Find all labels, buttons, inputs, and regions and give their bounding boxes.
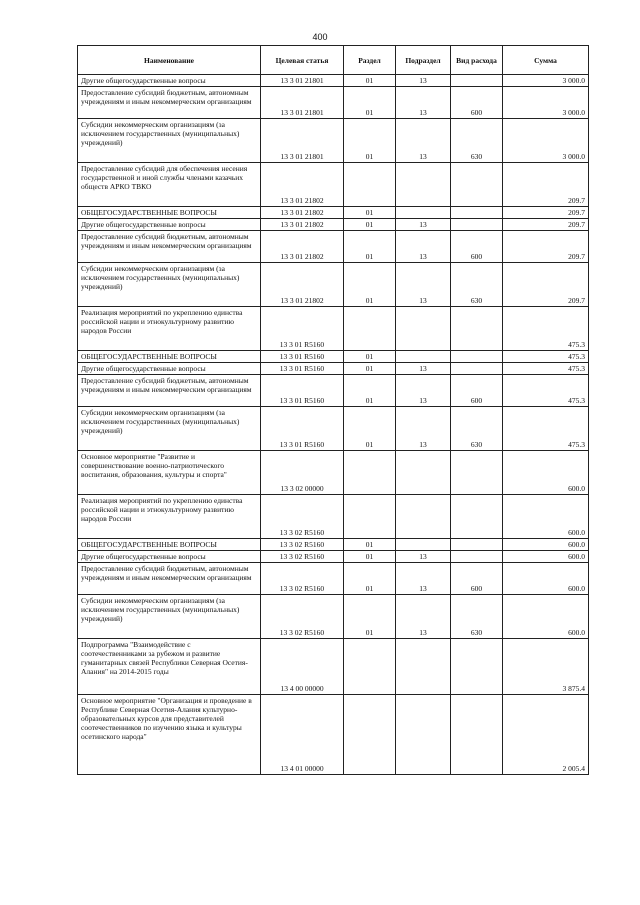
row-target-cell: 13 3 01 R5160: [261, 375, 344, 407]
row-amount-cell: 475.3: [503, 351, 589, 363]
row-target-cell: 13 3 02 R5160: [261, 563, 344, 595]
row-expense-type-cell: 600: [451, 231, 503, 263]
row-section-cell: 01: [344, 407, 396, 451]
row-amount-cell: 475.3: [503, 375, 589, 407]
row-subsection-cell: 13: [396, 595, 451, 639]
row-name-cell: Другие общегосударственные вопросы: [78, 551, 261, 563]
row-subsection-cell: [396, 307, 451, 351]
row-name-cell: Основное мероприятие "Развитие и совершенствование военно-патриотического воспитания, образования, культуры и спорта": [78, 451, 261, 495]
row-name-cell: Другие общегосударственные вопросы: [78, 219, 261, 231]
budget-table: [77, 45, 589, 775]
table-row: [78, 639, 589, 695]
row-target-cell: 13 3 02 00000: [261, 451, 344, 495]
row-amount-cell: 600.0: [503, 495, 589, 539]
row-amount-cell: 600.0: [503, 563, 589, 595]
row-amount-cell: 209.7: [503, 231, 589, 263]
row-expense-type-cell: [451, 163, 503, 207]
row-subsection-cell: 13: [396, 551, 451, 563]
table-row: [78, 563, 589, 595]
row-expense-type-cell: [451, 75, 503, 87]
table-row: [78, 307, 589, 351]
row-name-cell: Предоставление субсидий бюджетным, автономным учреждениям и иным некоммерческим организациям: [78, 231, 261, 263]
row-name-cell: Субсидии некоммерческим организациям (за исключением государственных (муниципальных) учреждений): [78, 595, 261, 639]
row-expense-type-cell: 630: [451, 263, 503, 307]
row-name-cell: Субсидии некоммерческим организациям (за исключением государственных (муниципальных) учреждений): [78, 263, 261, 307]
row-name-cell: Другие общегосударственные вопросы: [78, 363, 261, 375]
table-row: [78, 351, 589, 363]
table-row: [78, 539, 589, 551]
row-section-cell: 01: [344, 87, 396, 119]
row-section-cell: 01: [344, 351, 396, 363]
row-name-cell: ОБЩЕГОСУДАРСТВЕННЫЕ ВОПРОСЫ: [78, 351, 261, 363]
row-target-cell: 13 3 02 R5160: [261, 539, 344, 551]
row-subsection-cell: 13: [396, 375, 451, 407]
row-target-cell: 13 3 02 R5160: [261, 551, 344, 563]
row-subsection-cell: [396, 695, 451, 775]
header-expense-type: Вид расхода: [451, 46, 503, 75]
row-subsection-cell: 13: [396, 119, 451, 163]
row-target-cell: 13 3 01 R5160: [261, 363, 344, 375]
row-expense-type-cell: [451, 207, 503, 219]
row-target-cell: 13 3 01 21801: [261, 119, 344, 163]
row-expense-type-cell: 600: [451, 87, 503, 119]
page-number: 400: [312, 32, 328, 42]
row-subsection-cell: [396, 495, 451, 539]
row-section-cell: 01: [344, 363, 396, 375]
row-section-cell: 01: [344, 231, 396, 263]
row-target-cell: 13 3 01 21802: [261, 231, 344, 263]
table-row: [78, 207, 589, 219]
row-amount-cell: 600.0: [503, 451, 589, 495]
row-section-cell: [344, 695, 396, 775]
row-amount-cell: 600.0: [503, 551, 589, 563]
row-subsection-cell: 13: [396, 563, 451, 595]
row-expense-type-cell: [451, 539, 503, 551]
row-section-cell: 01: [344, 375, 396, 407]
row-target-cell: 13 4 01 00000: [261, 695, 344, 775]
row-section-cell: 01: [344, 263, 396, 307]
row-subsection-cell: [396, 207, 451, 219]
header-target: Целевая статья: [261, 46, 344, 75]
row-expense-type-cell: [451, 219, 503, 231]
row-name-cell: Подпрограмма "Взаимодействие с соотечественниками за рубежом и развитие гуманитарных связей Республики Северная Осетия-Алания" на 2014-2015 годы: [78, 639, 261, 695]
row-section-cell: 01: [344, 219, 396, 231]
row-target-cell: 13 4 00 00000: [261, 639, 344, 695]
row-expense-type-cell: [451, 451, 503, 495]
row-subsection-cell: 13: [396, 75, 451, 87]
row-section-cell: 01: [344, 75, 396, 87]
row-amount-cell: 3 000.0: [503, 75, 589, 87]
row-section-cell: 01: [344, 539, 396, 551]
row-subsection-cell: 13: [396, 219, 451, 231]
row-name-cell: Предоставление субсидий бюджетным, автономным учреждениям и иным некоммерческим организациям: [78, 563, 261, 595]
row-name-cell: Другие общегосударственные вопросы: [78, 75, 261, 87]
row-section-cell: 01: [344, 551, 396, 563]
row-expense-type-cell: 630: [451, 119, 503, 163]
table-row: [78, 263, 589, 307]
header-subsection: Подраздел: [396, 46, 451, 75]
row-amount-cell: 475.3: [503, 363, 589, 375]
table-row: [78, 451, 589, 495]
row-section-cell: 01: [344, 207, 396, 219]
row-section-cell: 01: [344, 119, 396, 163]
row-expense-type-cell: [451, 639, 503, 695]
row-amount-cell: 475.3: [503, 307, 589, 351]
row-amount-cell: 600.0: [503, 539, 589, 551]
row-name-cell: Предоставление субсидий бюджетным, автономным учреждениям и иным некоммерческим организациям: [78, 87, 261, 119]
table-row: [78, 219, 589, 231]
row-expense-type-cell: 600: [451, 563, 503, 595]
row-section-cell: [344, 307, 396, 351]
row-subsection-cell: [396, 539, 451, 551]
row-target-cell: 13 3 01 R5160: [261, 407, 344, 451]
table-row: [78, 363, 589, 375]
header-name: Наименование: [78, 46, 261, 75]
row-name-cell: Реализация мероприятий по укреплению единства российской нации и этнокультурному развитию народов России: [78, 307, 261, 351]
row-name-cell: Предоставление субсидий бюджетным, автономным учреждениям и иным некоммерческим организациям: [78, 375, 261, 407]
row-amount-cell: 600.0: [503, 595, 589, 639]
row-subsection-cell: [396, 639, 451, 695]
row-amount-cell: 3 000.0: [503, 119, 589, 163]
row-subsection-cell: 13: [396, 263, 451, 307]
row-target-cell: 13 3 01 21802: [261, 207, 344, 219]
row-amount-cell: 209.7: [503, 163, 589, 207]
row-name-cell: Реализация мероприятий по укреплению единства российской нации и этнокультурному развитию народов России: [78, 495, 261, 539]
row-target-cell: 13 3 01 21802: [261, 263, 344, 307]
row-target-cell: 13 3 01 R5160: [261, 307, 344, 351]
row-target-cell: 13 3 01 21801: [261, 87, 344, 119]
row-target-cell: 13 3 01 21802: [261, 163, 344, 207]
row-expense-type-cell: [451, 551, 503, 563]
row-name-cell: Основное мероприятие "Организация и проведение в Республике Северная Осетия-Алания культурно-образовательных курсов для представителей соотечественников по изучению языка и культуры осетинского народа": [78, 695, 261, 775]
row-amount-cell: 2 005.4: [503, 695, 589, 775]
row-section-cell: [344, 495, 396, 539]
row-subsection-cell: 13: [396, 231, 451, 263]
row-amount-cell: 209.7: [503, 263, 589, 307]
row-expense-type-cell: [451, 351, 503, 363]
header-amount: Сумма: [503, 46, 589, 75]
row-subsection-cell: 13: [396, 363, 451, 375]
row-expense-type-cell: [451, 695, 503, 775]
row-name-cell: Субсидии некоммерческим организациям (за исключением государственных (муниципальных) учреждений): [78, 119, 261, 163]
table-row: [78, 231, 589, 263]
row-section-cell: [344, 639, 396, 695]
table-row: [78, 595, 589, 639]
table-row: [78, 551, 589, 563]
row-expense-type-cell: [451, 495, 503, 539]
row-section-cell: [344, 163, 396, 207]
row-target-cell: 13 3 01 R5160: [261, 351, 344, 363]
row-subsection-cell: 13: [396, 407, 451, 451]
row-expense-type-cell: 600: [451, 375, 503, 407]
row-expense-type-cell: 630: [451, 407, 503, 451]
row-section-cell: 01: [344, 563, 396, 595]
row-name-cell: Субсидии некоммерческим организациям (за исключением государственных (муниципальных) учреждений): [78, 407, 261, 451]
row-section-cell: 01: [344, 595, 396, 639]
header-section: Раздел: [344, 46, 396, 75]
row-target-cell: 13 3 02 R5160: [261, 495, 344, 539]
row-amount-cell: 3 875.4: [503, 639, 589, 695]
row-target-cell: 13 3 02 R5160: [261, 595, 344, 639]
row-subsection-cell: [396, 351, 451, 363]
row-target-cell: 13 3 01 21801: [261, 75, 344, 87]
row-subsection-cell: [396, 451, 451, 495]
row-section-cell: [344, 451, 396, 495]
table-row: [78, 407, 589, 451]
row-amount-cell: 3 000.0: [503, 87, 589, 119]
row-expense-type-cell: [451, 307, 503, 351]
table-body: [78, 75, 589, 775]
row-subsection-cell: 13: [396, 87, 451, 119]
row-name-cell: ОБЩЕГОСУДАРСТВЕННЫЕ ВОПРОСЫ: [78, 539, 261, 551]
table-row: [78, 375, 589, 407]
row-expense-type-cell: [451, 363, 503, 375]
table-row: [78, 695, 589, 775]
row-amount-cell: 475.3: [503, 407, 589, 451]
row-name-cell: ОБЩЕГОСУДАРСТВЕННЫЕ ВОПРОСЫ: [78, 207, 261, 219]
row-name-cell: Предоставление субсидий для обеспечения несения государственной и иной службы членами казачьих обществ АРКО ТВКО: [78, 163, 261, 207]
table-row: [78, 163, 589, 207]
row-subsection-cell: [396, 163, 451, 207]
table-row: [78, 87, 589, 119]
row-expense-type-cell: 630: [451, 595, 503, 639]
row-amount-cell: 209.7: [503, 207, 589, 219]
row-target-cell: 13 3 01 21802: [261, 219, 344, 231]
table-header-row: [78, 46, 589, 75]
table-row: [78, 119, 589, 163]
table-row: [78, 495, 589, 539]
row-amount-cell: 209.7: [503, 219, 589, 231]
table-row: [78, 75, 589, 87]
